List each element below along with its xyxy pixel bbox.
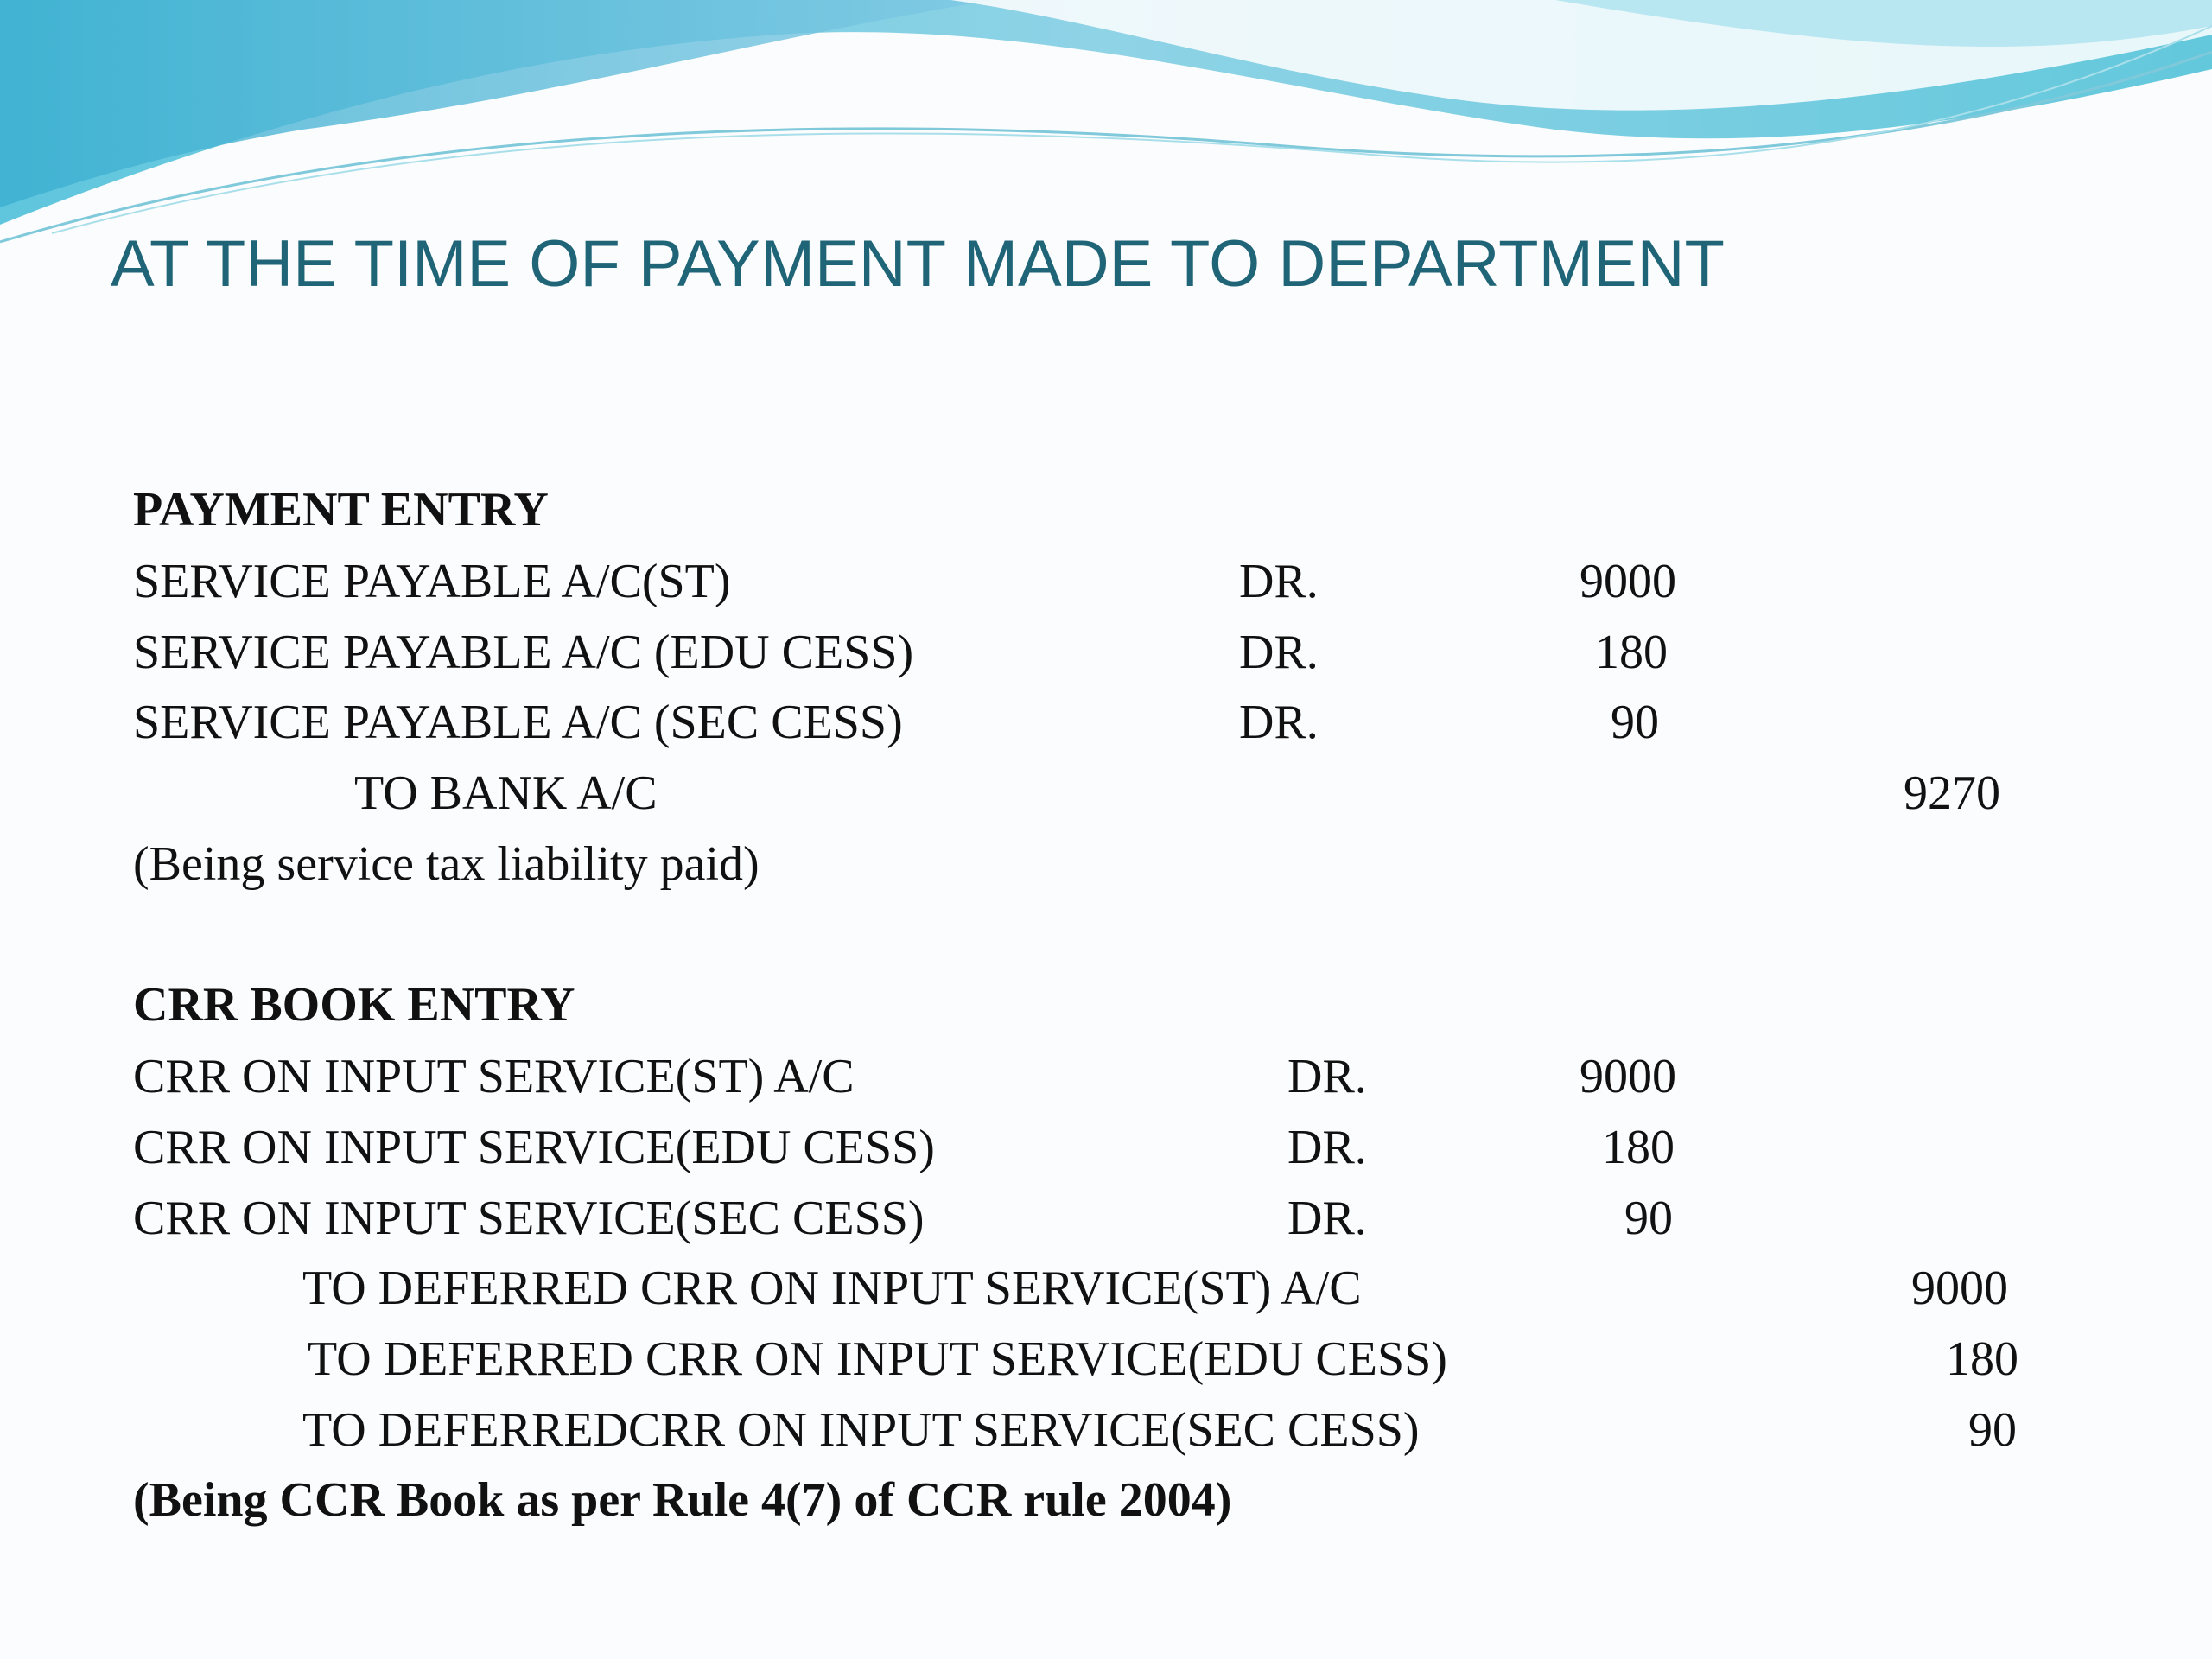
crr-credit-amount: 9000 xyxy=(1911,1262,2008,1315)
crr-credit-amount: 180 xyxy=(1946,1332,2018,1386)
crr-row-account: CRR ON INPUT SERVICE(SEC CESS) xyxy=(133,1192,925,1245)
payment-row-account: SERVICE PAYABLE A/C(ST) xyxy=(133,555,731,608)
payment-row-dr: DR. xyxy=(1239,626,1319,679)
crr-row-dr: DR. xyxy=(1287,1192,1367,1245)
crr-credit-account: TO DEFERRED CRR ON INPUT SERVICE(ST) A/C xyxy=(302,1262,1362,1315)
payment-row-amount: 9000 xyxy=(1580,555,1676,608)
slide-title: AT THE TIME OF PAYMENT MADE TO DEPARTMENT xyxy=(111,227,1725,301)
crr-entry-heading: CRR BOOK ENTRY xyxy=(133,978,575,1032)
payment-entry-heading: PAYMENT ENTRY xyxy=(133,483,549,537)
payment-narration: (Being service tax liability paid) xyxy=(133,837,760,891)
crr-credit-account: TO DEFERREDCRR ON INPUT SERVICE(SEC CESS) xyxy=(302,1403,1420,1457)
payment-row-amount: 180 xyxy=(1595,626,1668,679)
payment-row-account: SERVICE PAYABLE A/C (EDU CESS) xyxy=(133,626,914,679)
crr-row-amount: 90 xyxy=(1624,1192,1673,1245)
crr-row-dr: DR. xyxy=(1287,1050,1367,1103)
payment-row-amount: 90 xyxy=(1611,696,1659,749)
crr-narration: (Being CCR Book as per Rule 4(7) of CCR rule 2004) xyxy=(133,1473,1232,1527)
crr-row-amount: 180 xyxy=(1602,1121,1675,1174)
crr-credit-amount: 90 xyxy=(1968,1403,2017,1457)
crr-row-account: CRR ON INPUT SERVICE(ST) A/C xyxy=(133,1050,855,1103)
payment-credit-amount: 9270 xyxy=(1904,766,2000,820)
crr-row-account: CRR ON INPUT SERVICE(EDU CESS) xyxy=(133,1121,935,1174)
crr-row-dr: DR. xyxy=(1287,1121,1367,1174)
crr-credit-account: TO DEFERRED CRR ON INPUT SERVICE(EDU CESS) xyxy=(308,1332,1447,1386)
payment-row-account: SERVICE PAYABLE A/C (SEC CESS) xyxy=(133,696,903,749)
payment-credit-account: TO BANK A/C xyxy=(354,766,658,820)
payment-row-dr: DR. xyxy=(1239,696,1319,749)
crr-row-amount: 9000 xyxy=(1580,1050,1676,1103)
header-wave-decoration xyxy=(0,0,2212,259)
payment-row-dr: DR. xyxy=(1239,555,1319,608)
